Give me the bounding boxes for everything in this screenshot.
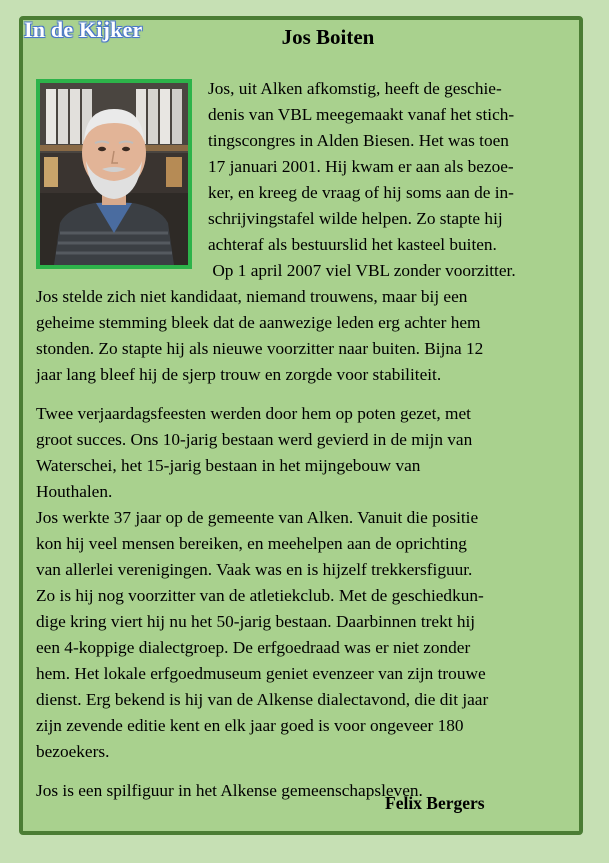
lead-line: achteraf als bestuurslid het kasteel buiten. — [208, 235, 497, 254]
lead-line: Jos, uit Alken afkomstig, heeft de geschie- — [208, 79, 502, 98]
text-line: groot succes. Ons 10-jarig bestaan werd gevierd in de mijn van — [36, 430, 473, 449]
article-body — [36, 284, 576, 804]
article-title: Jos Boiten — [281, 25, 375, 49]
paragraph-3 — [36, 778, 576, 804]
text-line: dienst. Erg bekend is hij van de Alkense dialectavond, die dit jaar — [36, 690, 489, 709]
text-line: stonden. Zo stapte hij als nieuwe voorzitter naar buiten. Bijna 12 — [36, 339, 484, 358]
lead-line: 17 januari 2001. Hij kwam er aan als bezoe- — [208, 157, 514, 176]
lead-paragraph — [208, 76, 576, 284]
text-line: Twee verjaardagsfeesten werden door hem op poten gezet, met — [36, 404, 471, 423]
text-line: geheime stemming bleek dat de aanwezige leden erg achter hem — [36, 313, 481, 332]
lead-line: ker, en kreeg de vraag of hij soms aan de in- — [208, 183, 514, 202]
text-line: een 4-koppige dialectgroep. De erfgoedraad was er niet zonder — [36, 638, 471, 657]
text-line: kon hij veel mensen bereiken, en meehelpen aan de oprichting — [36, 534, 467, 553]
text-line: dige kring viert hij nu het 50-jarig bestaan. Daarbinnen trekt hij — [36, 612, 476, 631]
portrait-illustration — [40, 83, 188, 265]
text-line: Waterschei, het 15-jarig bestaan in het mijngebouw van — [36, 456, 421, 475]
author-signature: Felix Bergers — [385, 793, 485, 813]
lead-line: tingscongres in Alden Biesen. Het was toen — [208, 131, 509, 150]
text-line: van allerlei verenigingen. Vaak was en is hijzelf trekkersfiguur. — [36, 560, 473, 579]
text-line: jaar lang bleef hij de sjerp trouw en zorgde voor stabiliteit. — [36, 365, 442, 384]
text-line: zijn zevende editie kent en elk jaar goed is voor ongeveer 180 — [36, 716, 464, 735]
lead-line: denis van VBL meegemaakt vanaf het stich- — [208, 105, 515, 124]
lead-line: Op 1 april 2007 viel VBL zonder voorzitter. — [208, 261, 516, 280]
section-badge: In de Kijker — [24, 17, 143, 42]
paragraph-1 — [36, 284, 576, 388]
text-line: Jos werkte 37 jaar op de gemeente van Alken. Vanuit die positie — [36, 508, 479, 527]
text-line: bezoekers. — [36, 742, 110, 761]
lead-line: schrijvingstafel wilde helpen. Zo stapte hij — [208, 209, 503, 228]
text-line: Houthalen. — [36, 482, 113, 501]
text-line: Jos is een spilfiguur in het Alkense gemeenschapsleven. — [36, 781, 423, 800]
text-line: Zo is hij nog voorzitter van de atletiekclub. Met de geschiedkun- — [36, 586, 484, 605]
text-line: hem. Het lokale erfgoedmuseum geniet evenzeer van zijn trouwe — [36, 664, 486, 683]
text-line: Jos stelde zich niet kandidaat, niemand trouwens, maar bij een — [36, 287, 468, 306]
paragraph-2 — [36, 401, 576, 765]
portrait-photo — [36, 79, 192, 269]
